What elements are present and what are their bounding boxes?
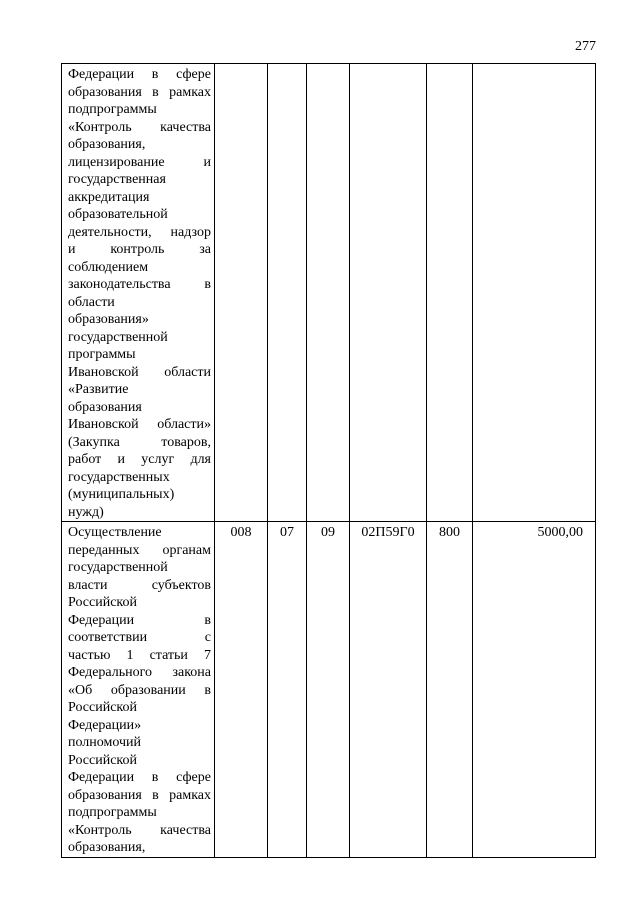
description-line: (муниципальных) — [68, 487, 175, 502]
description-line: «Контроль качества — [68, 119, 211, 135]
subsection-code-cell: 09 — [307, 522, 350, 858]
description-line: Осуществление — [68, 525, 162, 540]
description-line: «Контроль качества — [68, 822, 211, 838]
description-line: переданных органам — [68, 542, 211, 558]
amount-cell — [473, 64, 596, 522]
table-row — [62, 64, 596, 522]
budget-table — [61, 63, 596, 858]
description-line: программы — [68, 347, 136, 362]
description-line: «Развитие — [68, 382, 129, 397]
description-line: Российской — [68, 700, 137, 715]
description-line: Федерального закона — [68, 665, 211, 680]
expense-type-cell — [427, 64, 473, 522]
description-line: подпрограммы — [68, 102, 157, 117]
description-line: частью 1 статьи 7 — [68, 647, 211, 663]
description-line: работ и услуг для — [68, 452, 211, 467]
section-code-cell: 07 — [268, 522, 307, 858]
description-line: власти субъектов — [68, 577, 211, 593]
description-line: Российской — [68, 595, 137, 610]
description-line: Федерации в сфере — [68, 770, 211, 785]
description-line: области — [68, 294, 115, 310]
description-line: соответствии с — [68, 630, 211, 645]
description-line: государственная — [68, 172, 166, 187]
ministry-code-cell — [215, 64, 268, 522]
description-line: «Об образовании в — [68, 682, 211, 698]
description-line: Ивановской области — [68, 364, 211, 380]
description-line: подпрограммы — [68, 805, 157, 820]
description-line: деятельности, надзор — [68, 224, 211, 240]
description-line: государственных — [68, 469, 170, 485]
description-line: образования» — [68, 312, 149, 327]
row-description — [62, 522, 215, 858]
description-line: и контроль за — [68, 242, 211, 257]
expense-type-cell: 800 — [427, 522, 473, 858]
page-number: 277 — [575, 39, 596, 54]
description-line: Федерации в сфере — [68, 67, 211, 82]
description-line: образования, — [68, 137, 146, 152]
description-line: государственной — [68, 329, 168, 345]
description-line: Федерации в — [68, 612, 211, 628]
description-line: Российской — [68, 752, 137, 768]
description-line: Федерации» — [68, 717, 142, 733]
description-line: Ивановской области» — [68, 417, 211, 432]
description-line: законодательства в — [68, 277, 211, 292]
target-article-cell — [350, 64, 427, 522]
description-line: аккредитация — [68, 189, 150, 205]
row-description — [62, 64, 215, 522]
amount-cell: 5000,00 — [473, 522, 596, 858]
ministry-code-cell: 008 — [215, 522, 268, 858]
table-row — [62, 522, 596, 858]
description-line: образования — [68, 399, 142, 415]
description-line: государственной — [68, 560, 168, 575]
target-article-cell: 02П59Г0 — [350, 522, 427, 858]
description-line: образования в рамках — [68, 787, 211, 803]
description-line: полномочий — [68, 735, 142, 750]
subsection-code-cell — [307, 64, 350, 522]
description-line: (Закупка товаров, — [68, 434, 211, 450]
description-line: образовательной — [68, 207, 168, 222]
description-line: лицензирование и — [68, 154, 211, 170]
description-line: образования, — [68, 840, 146, 855]
description-line: соблюдением — [68, 259, 149, 275]
description-line: образования в рамках — [68, 84, 211, 100]
section-code-cell — [268, 64, 307, 522]
description-line: нужд) — [68, 504, 104, 520]
